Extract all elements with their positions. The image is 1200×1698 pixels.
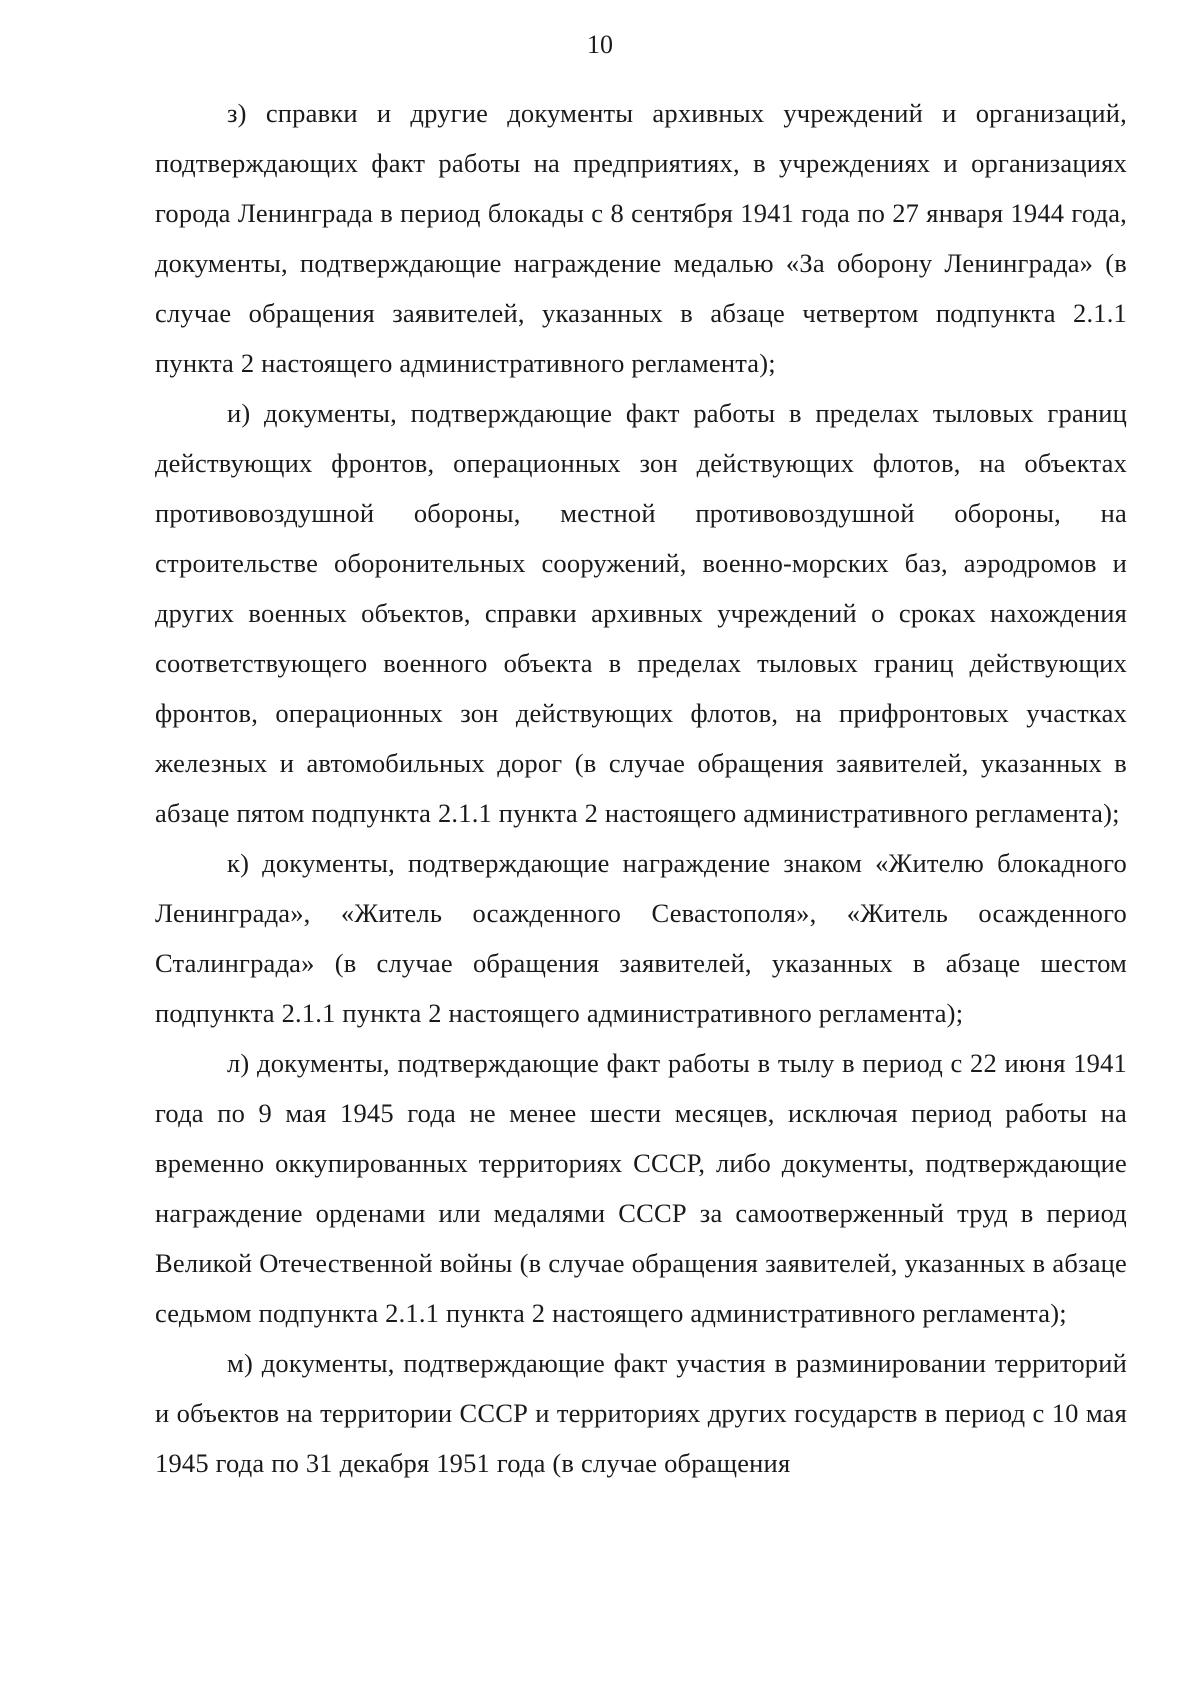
page-number: 10 <box>587 30 613 59</box>
paragraph-l: л) документы, подтверждающие факт работы в тылу в период с 22 июня 1941 года по 9 мая 1945 года не менее шести месяцев, исключая период работы на временно оккупированных территориях СССР, либо документы, подтверждающие награждение орденами или медалями СССР за самоотверженный труд в период Великой Отечественной войны (в случае обращения заявителей, указанных в абзаце седьмом подпункта 2.1.1 пункта 2 настоящего административного регламента); <box>155 1048 1127 1328</box>
paragraph-k: к) документы, подтверждающие награждение знаком «Жителю блокадного Ленинграда», «Житель осажденного Севастополя», «Житель осажденного Сталинграда» (в случае обращения заявителей, указанных в абзаце шестом подпункта 2.1.1 пункта 2 настоящего административного регламента); <box>155 848 1127 1028</box>
paragraph-z: з) справки и другие документы архивных учреждений и организаций, подтверждающих факт работы на предприятиях, в учреждениях и организациях города Ленинграда в период блокады с 8 сентября 1941 года по 27 января 1944 года, документы, подтверждающие награждение медалью «За оборону Ленинграда» (в случае обращения заявителей, указанных в абзаце четвертом подпункта 2.1.1 пункта 2 настоящего административного регламента); <box>155 98 1127 378</box>
document-body <box>155 88 1127 1488</box>
paragraph-i: и) документы, подтверждающие факт работы в пределах тыловых границ действующих фронтов, операционных зон действующих флотов, на объектах противовоздушной обороны, местной противовоздушной обороны, на строительстве оборонительных сооружений, военно-морских баз, аэродромов и других военных объектов, справки архивных учреждений о сроках нахождения соответствующего военного объекта в пределах тыловых границ действующих фронтов, операционных зон действующих флотов, на прифронтовых участках железных и автомобильных дорог (в случае обращения заявителей, указанных в абзаце пятом подпункта 2.1.1 пункта 2 настоящего административного регламента); <box>155 398 1127 828</box>
paragraph-m: м) документы, подтверждающие факт участия в разминировании территорий и объектов на территории СССР и территориях других государств в период с 10 мая 1945 года по 31 декабря 1951 года (в случае обращения <box>155 1348 1127 1478</box>
